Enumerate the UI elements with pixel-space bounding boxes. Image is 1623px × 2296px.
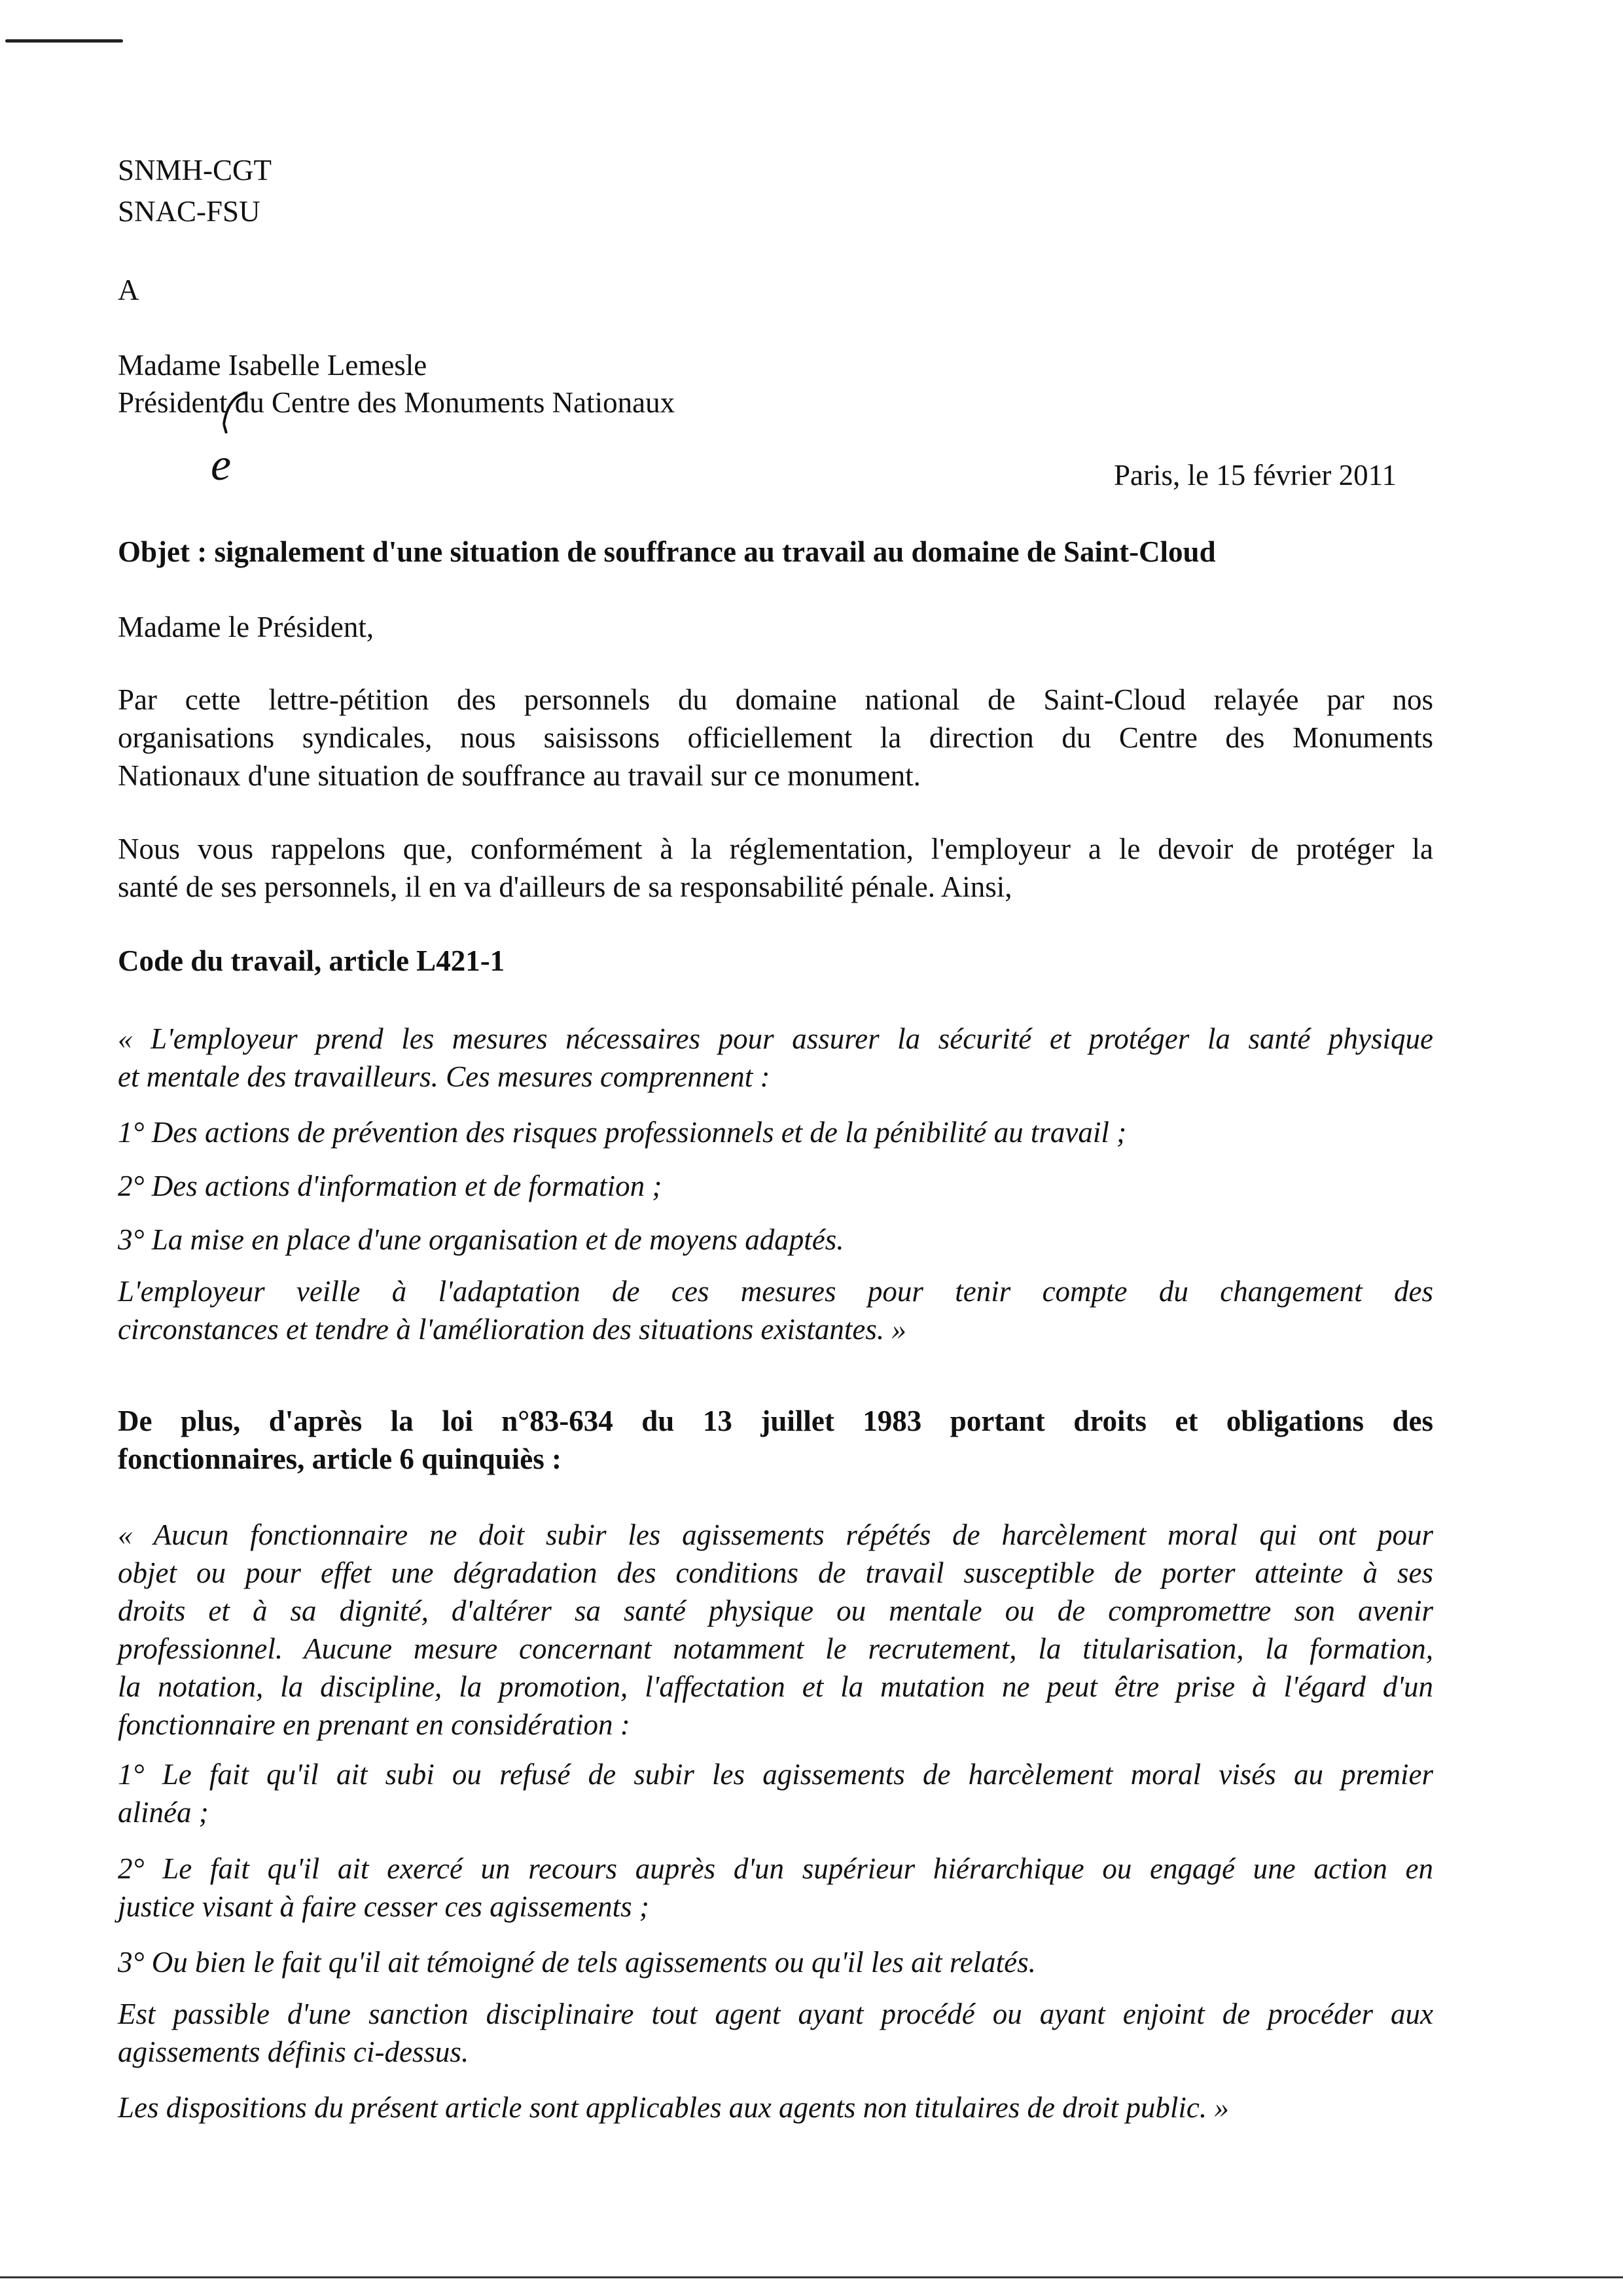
quote-1-closing-line: circonstances et tendre à l'amélioration des situations existantes. » — [118, 1313, 906, 1346]
quote-2-item-2 — [118, 1850, 1433, 1926]
sender-line-2: SNAC-FSU — [118, 195, 260, 228]
paragraph-2-line: Nous vous rappelons que, conformément à la réglementation, l'employeur a le devoir de protéger la — [118, 833, 1433, 865]
to-label: A — [118, 274, 139, 306]
bottom-scan-rule — [0, 2276, 1623, 2278]
quote-2-line: « Aucun fonctionnaire ne doit subir les agissements répétés de harcèlement moral qui ont pour — [118, 1518, 1433, 1551]
handwritten-correction-mark — [208, 387, 260, 440]
quote-2-item-1-line: 1° Le fait qu'il ait subi ou refusé de subir les agissements de harcèlement moral visés au premier — [118, 1758, 1433, 1791]
paragraph-2-line: santé de ses personnels, il en va d'ailleurs de sa responsabilité pénale. Ainsi, — [118, 870, 1012, 903]
handwritten-correction-letter: e — [211, 440, 232, 490]
quote-2-sanction — [118, 1995, 1433, 2071]
quote-2-line: objet ou pour effet une dégradation des conditions de travail susceptible de porter atteinte à ses — [118, 1556, 1433, 1589]
quote-2-item-1 — [118, 1755, 1433, 1831]
paragraph-1 — [118, 681, 1433, 795]
quote-2-line: la notation, la discipline, la promotion, l'affectation et la mutation ne peut être prise à l'égard d'un — [118, 1670, 1433, 1703]
quote-1-closing — [118, 1272, 1433, 1348]
quote-1-closing-line: L'employeur veille à l'adaptation de ces mesures pour tenir compte du changement des — [118, 1275, 1433, 1308]
quote-2-line: professionnel. Aucune mesure concernant notamment le recrutement, la titularisation, la formation, — [118, 1632, 1433, 1665]
heading-2-line: De plus, d'après la loi n°83-634 du 13 juillet 1983 portant droits et obligations des — [118, 1405, 1433, 1437]
paragraph-1-line: Nationaux d'une situation de souffrance au travail sur ce monument. — [118, 759, 921, 792]
quote-1-item-2: 2° Des actions d'information et de formation ; — [118, 1170, 662, 1202]
quote-2-item-1-line: alinéa ; — [118, 1796, 209, 1829]
quote-2-line: fonctionnaire en prenant en considération : — [118, 1708, 630, 1741]
quote-1-line: et mentale des travailleurs. Ces mesures comprennent : — [118, 1060, 770, 1093]
quote-1-line: « L'employeur prend les mesures nécessaires pour assurer la sécurité et protéger la santé physique — [118, 1022, 1433, 1055]
quote-1-item-3: 3° La mise en place d'une organisation et de moyens adaptés. — [118, 1223, 844, 1256]
quote-2-item-3: 3° Ou bien le fait qu'il ait témoigné de tels agissements ou qu'il les ait relatés. — [118, 1946, 1036, 1979]
quote-2-item-2-line: 2° Le fait qu'il ait exercé un recours auprès d'un supérieur hiérarchique ou engagé une action en — [118, 1852, 1433, 1885]
date-line: Paris, le 15 février 2011 — [1114, 459, 1397, 492]
sender-line-1: SNMH-CGT — [118, 154, 272, 187]
heading-2-line: fonctionnaires, article 6 quinquiès : — [118, 1443, 562, 1475]
salutation: Madame le Président, — [118, 611, 374, 643]
quote-2-line: droits et à sa dignité, d'altérer sa santé physique ou mentale ou de compromettre son avenir — [118, 1594, 1433, 1627]
quote-2-intro — [118, 1516, 1433, 1744]
quote-2-sanction-line: Est passible d'une sanction disciplinaire tout agent ayant procédé ou ayant enjoint de procéder aux — [118, 1998, 1433, 2030]
heading-code-du-travail: Code du travail, article L421-1 — [118, 944, 505, 977]
scan-mark — [5, 39, 123, 43]
quote-1-item-1: 1° Des actions de prévention des risques professionnels et de la pénibilité au travail ; — [118, 1116, 1127, 1149]
quote-2-item-2-line: justice visant à faire cesser ces agissements ; — [118, 1890, 649, 1923]
quote-2-sanction-line: agissements définis ci-dessus. — [118, 2036, 469, 2068]
paragraph-1-line: Par cette lettre-pétition des personnels du domaine national de Saint-Cloud relayée par nos — [118, 683, 1433, 716]
recipient-name: Madame Isabelle Lemesle — [118, 349, 427, 382]
quote-2-final: Les dispositions du présent article sont applicables aux agents non titulaires de droit public. » — [118, 2091, 1229, 2124]
paragraph-1-line: organisations syndicales, nous saisissons officiellement la direction du Centre des Monuments — [118, 721, 1433, 754]
heading-loi-83-634 — [118, 1402, 1433, 1478]
subject-line: Objet : signalement d'une situation de souffrance au travail au domaine de Saint-Cloud — [118, 535, 1216, 568]
recipient-title: Président du Centre des Monuments Nationaux — [118, 386, 675, 419]
quote-1-intro — [118, 1020, 1433, 1096]
paragraph-2 — [118, 830, 1433, 906]
